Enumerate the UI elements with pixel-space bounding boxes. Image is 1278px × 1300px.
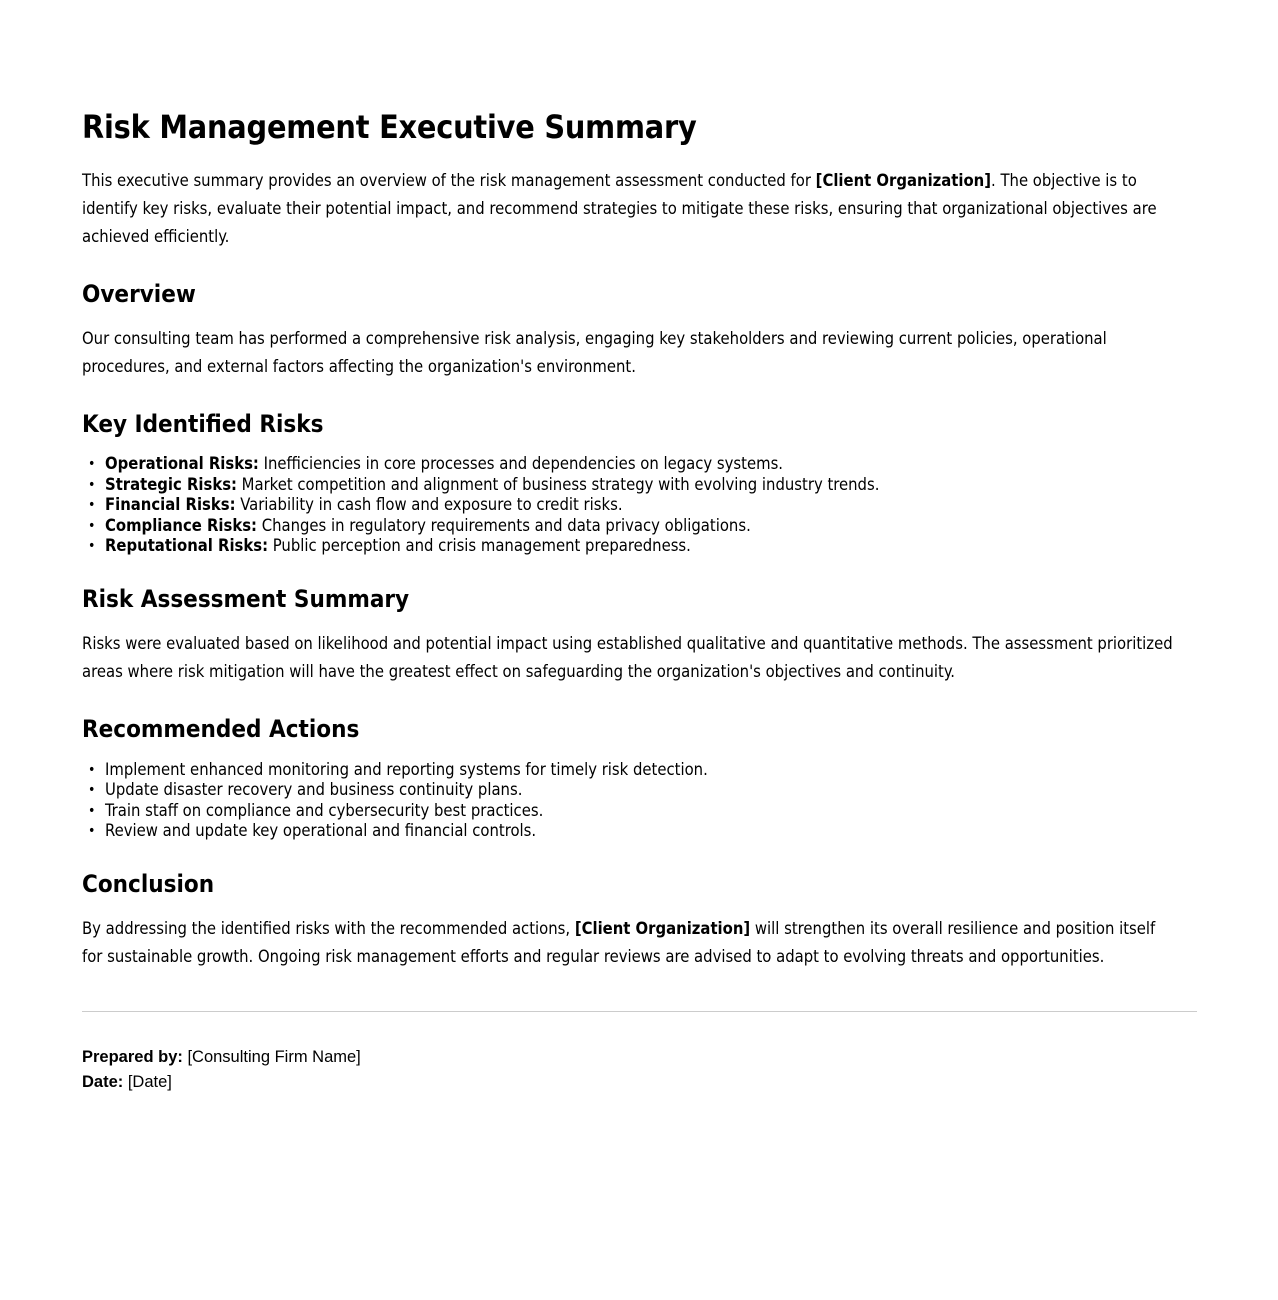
risk-text: Public perception and crisis management preparedness. <box>268 536 691 556</box>
list-item <box>82 821 1180 841</box>
prepared-by-line <box>82 1045 1196 1070</box>
risk-text: Variability in cash flow and exposure to credit risks. <box>235 495 623 515</box>
list-item <box>82 760 1180 780</box>
overview-paragraph: Our consulting team has performed a comprehensive risk analysis, engaging key stakeholders and reviewing current policies, operational procedures, and external factors affecting the organization's environment. <box>82 328 1107 376</box>
list-item <box>82 801 1180 821</box>
risk-label: Reputational Risks: <box>105 536 269 556</box>
risk-label: Strategic Risks: <box>105 474 237 494</box>
conclusion-client-organization: [Client Organization] <box>574 918 751 938</box>
date-value: [Date] <box>123 1072 172 1091</box>
intro-paragraph <box>82 167 1180 251</box>
recommended-actions-list <box>82 760 1180 842</box>
conclusion-text-before: By addressing the identified risks with the recommended actions, <box>82 918 575 938</box>
risk-text: Changes in regulatory requirements and data privacy obligations. <box>256 515 751 535</box>
list-item <box>82 536 1180 556</box>
risk-text: Market competition and alignment of business strategy with evolving industry trends. <box>236 474 880 494</box>
date-line <box>82 1070 1196 1095</box>
list-item <box>82 516 1180 536</box>
list-item <box>82 495 1180 515</box>
intro-text-before: This executive summary provides an overview of the risk management assessment conducted for <box>82 171 816 191</box>
risk-label: Financial Risks: <box>105 495 236 515</box>
key-identified-risks-list <box>82 454 1180 556</box>
action-text: Review and update key operational and financial controls. <box>105 821 537 841</box>
date-label: Date: <box>82 1072 124 1091</box>
section-heading-risk-assessment-summary: Risk Assessment Summary <box>82 585 410 614</box>
risk-label: Operational Risks: <box>105 454 259 474</box>
conclusion-paragraph <box>82 915 1180 971</box>
action-text: Implement enhanced monitoring and reporting systems for timely risk detection. <box>105 759 708 779</box>
section-heading-conclusion: Conclusion <box>82 870 215 899</box>
section-heading-overview: Overview <box>82 280 196 309</box>
risk-label: Compliance Risks: <box>105 515 257 535</box>
list-item <box>82 475 1180 495</box>
action-text: Train staff on compliance and cybersecurity best practices. <box>105 800 544 820</box>
list-item <box>82 454 1180 474</box>
section-heading-key-identified-risks: Key Identified Risks <box>82 409 324 438</box>
risk-text: Inefficiencies in core processes and dependencies on legacy systems. <box>258 454 784 474</box>
footer-divider <box>82 1011 1197 1012</box>
section-heading-recommended-actions: Recommended Actions <box>82 714 360 743</box>
prepared-by-label: Prepared by: <box>82 1047 183 1066</box>
page-title: Risk Management Executive Summary <box>82 108 697 146</box>
action-text: Update disaster recovery and business continuity plans. <box>105 780 523 800</box>
risk-assessment-paragraph: Risks were evaluated based on likelihood and potential impact using established qualitative and quantitative methods. The assessment prioritized areas where risk mitigation will have the greatest effect on safeguarding the organization's objectives and continuity. <box>82 633 1173 681</box>
list-item <box>82 780 1180 800</box>
prepared-by-value: [Consulting Firm Name] <box>182 1047 361 1066</box>
conclusion-text-after: will strengthen its overall resilience and position itself for sustainable growth. Ongoing risk management efforts and regular reviews are advised to adapt to evolving threats and opportunities. <box>82 918 1156 966</box>
intro-text-after: . The objective is to identify key risks, evaluate their potential impact, and recommend strategies to mitigate these risks, ensuring that organizational objectives are achieved efficiently. <box>82 171 1157 247</box>
footer-block <box>82 1045 1196 1095</box>
intro-client-organization: [Client Organization] <box>815 171 992 191</box>
